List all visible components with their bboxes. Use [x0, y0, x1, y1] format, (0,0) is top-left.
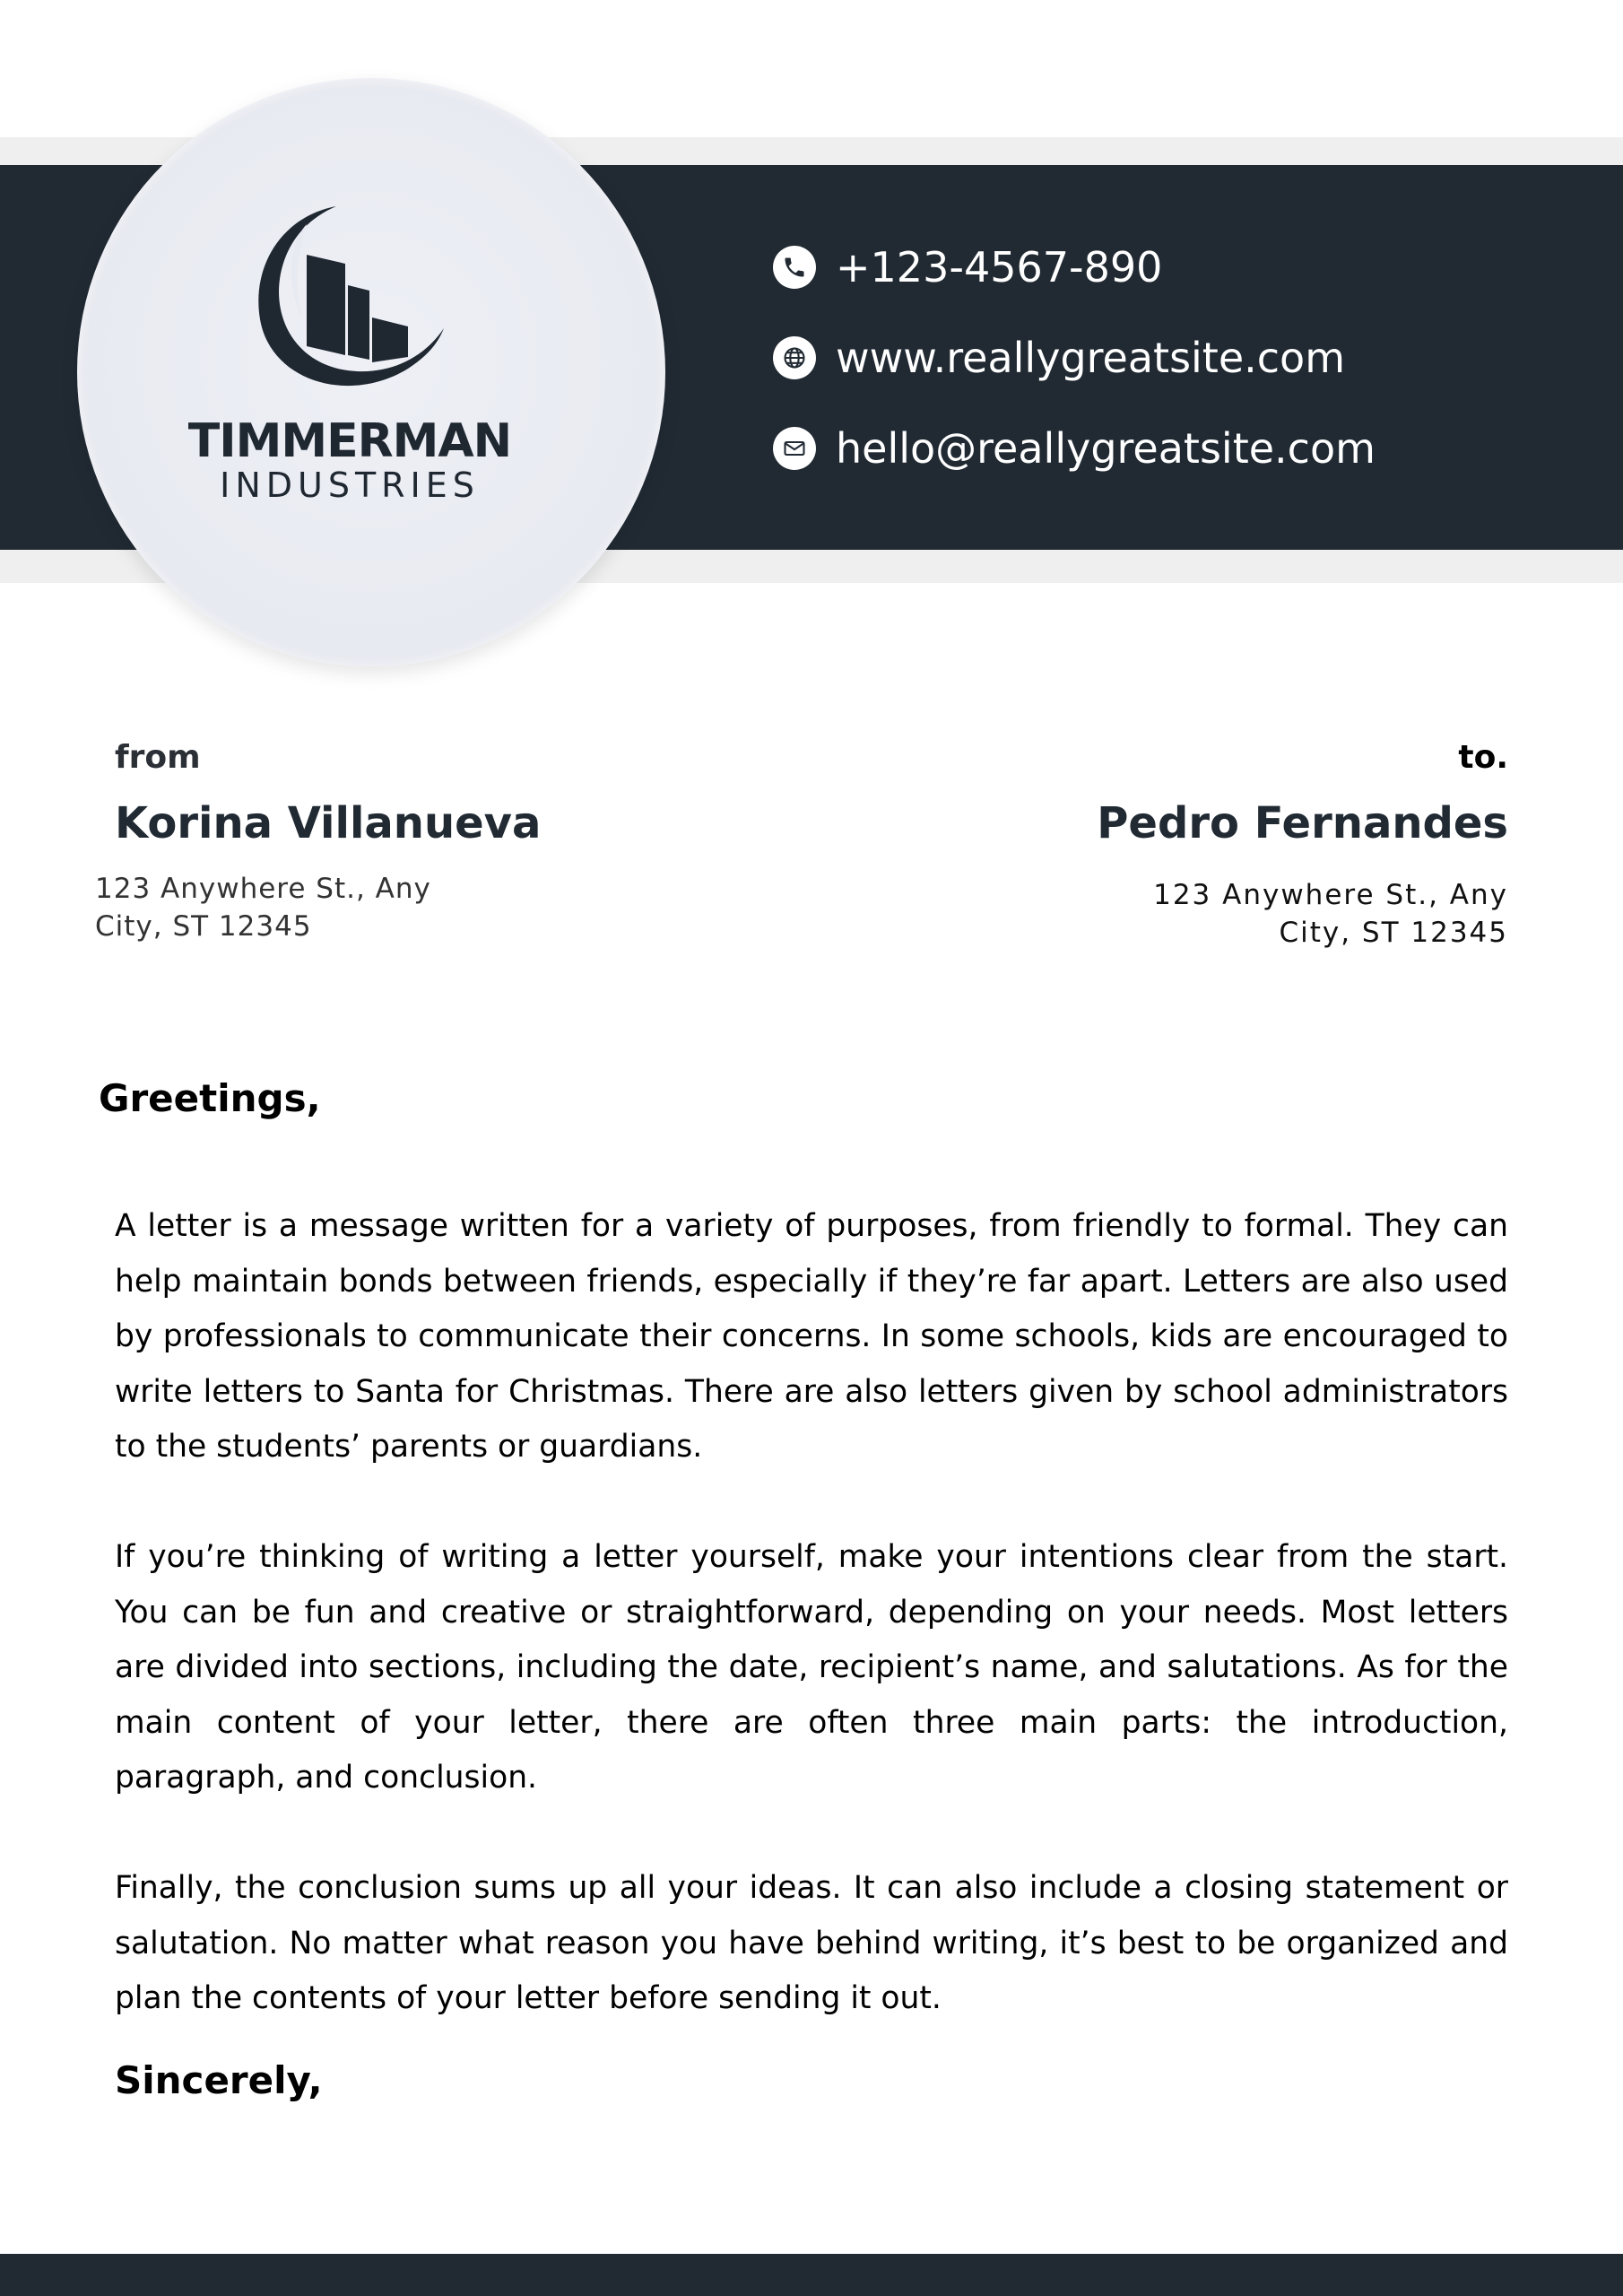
letter-paragraph-1: A letter is a message written for a variety of purposes, from friendly to formal. They can help maintain bonds between friends, especially if they’re far apart. Letters are also used by professionals to communicate their concerns. In some schools, kids are encouraged to write letters to Santa for Christmas. There are also letters given by school administrators to the students’ parents or guardians. — [115, 1208, 1508, 1465]
recipient-address: 123 Anywhere St., Any City, ST 12345 — [1153, 879, 1508, 949]
contact-phone-row — [773, 240, 1162, 294]
brand-name: TIMMERMAN — [187, 414, 512, 468]
brand-subtitle: INDUSTRIES — [220, 465, 480, 505]
letter-greeting: Greetings, — [99, 1076, 321, 1120]
globe-icon — [773, 336, 816, 379]
footer-bar — [0, 2254, 1623, 2296]
letter-paragraph-3: Finally, the conclusion sums up all your ideas. It can also include a closing statement or salutation. No matter what reason you have behind writing, it’s best to be organized and plan the contents of your letter before sending it out. — [115, 1870, 1508, 2016]
recipient-label: to. — [1458, 739, 1508, 776]
building-crescent-icon — [251, 203, 448, 400]
sender-address: 123 Anywhere St., Any City, ST 12345 — [95, 873, 431, 943]
mail-icon — [773, 427, 816, 470]
sender-label: from — [115, 739, 201, 776]
website-link[interactable]: www.reallygreatsite.com — [836, 334, 1346, 382]
phone-number[interactable]: +123-4567-890 — [836, 243, 1163, 291]
contact-email-row — [773, 422, 1376, 475]
sender-name: Korina Villanueva — [115, 798, 542, 848]
phone-icon — [773, 246, 816, 289]
letter-signoff: Sincerely, — [115, 2058, 323, 2102]
email-link[interactable]: hello@reallygreatsite.com — [836, 424, 1376, 473]
letter-paragraph-2: If you’re thinking of writing a letter yourself, make your intentions clear from the start. You can be fun and creative or straightforward, depending on your needs. Most letters are divided into sections, including the date, recipient’s name, and salutations. As for the main content of your letter, there are often three main parts: the introduction, paragraph, and conclusion. — [115, 1539, 1508, 1796]
recipient-name: Pedro Fernandes — [1097, 798, 1508, 848]
contact-website-row — [773, 331, 1345, 385]
